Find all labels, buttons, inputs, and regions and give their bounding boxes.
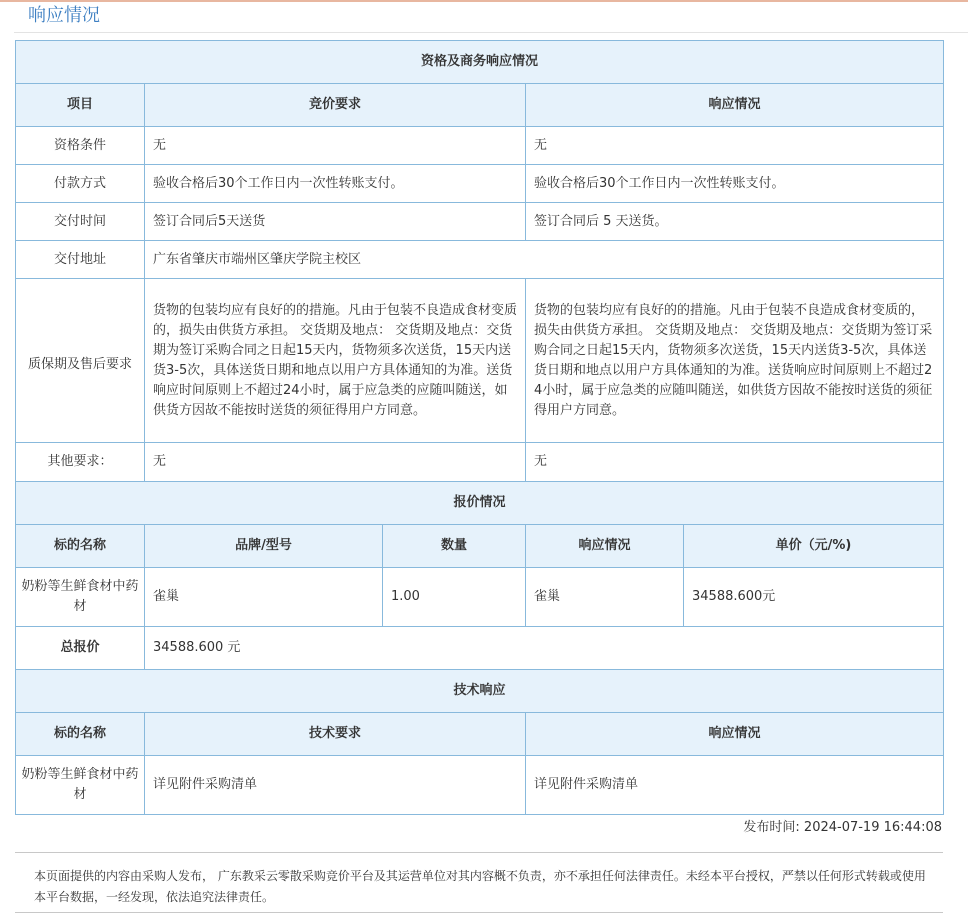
row-label: 交付时间	[16, 203, 145, 241]
response-cell: 详见附件采购清单	[526, 756, 944, 815]
top-accent-line	[0, 0, 968, 2]
requirement-cell: 签订合同后5天送货	[145, 203, 526, 241]
publish-time: 发布时间: 2024-07-19 16:44:08	[743, 820, 942, 835]
table-row	[16, 443, 944, 482]
row-label: 质保期及售后要求	[16, 279, 145, 443]
tech-requirement-cell: 详见附件采购清单	[145, 756, 526, 815]
column-header-response: 响应情况	[526, 525, 684, 568]
column-header-brand: 品牌/型号	[145, 525, 383, 568]
quantity-cell: 1.00	[383, 568, 526, 627]
table-row	[16, 279, 944, 443]
row-label: 付款方式	[16, 165, 145, 203]
response-cell: 签订合同后 5 天送货。	[526, 203, 944, 241]
footer-divider-bottom	[15, 912, 943, 913]
column-header-item: 项目	[16, 84, 145, 127]
response-cell: 验收合格后30个工作日内一次性转账支付。	[526, 165, 944, 203]
tech-band-title: 技术响应	[16, 670, 944, 713]
column-header-response: 响应情况	[526, 84, 944, 127]
response-cell: 无	[526, 443, 944, 482]
column-header-response: 响应情况	[526, 713, 944, 756]
total-label: 总报价	[16, 627, 145, 670]
table-row	[16, 756, 944, 815]
item-name-cell: 奶粉等生鲜食材中药材	[16, 568, 145, 627]
total-value: 34588.600 元	[145, 627, 944, 670]
quote-band-title: 报价情况	[16, 482, 944, 525]
column-header-name: 标的名称	[16, 713, 145, 756]
unit-price-cell: 34588.600元	[684, 568, 944, 627]
title-divider	[14, 32, 968, 33]
column-header-name: 标的名称	[16, 525, 145, 568]
table-row	[16, 203, 944, 241]
row-label: 其他要求：	[16, 443, 145, 482]
tech-table	[15, 669, 944, 815]
column-header-requirement: 竞价要求	[145, 84, 526, 127]
column-header-unit-price: 单价（元/%)	[684, 525, 944, 568]
footer-divider-top	[15, 852, 943, 853]
section-title: 响应情况	[28, 5, 100, 26]
qualification-band-title: 资格及商务响应情况	[16, 41, 944, 84]
delivery-address-cell: 广东省肇庆市端州区肇庆学院主校区	[145, 241, 944, 279]
table-row	[16, 127, 944, 165]
table-row	[16, 627, 944, 670]
table-row	[16, 241, 944, 279]
response-cell: 货物的包装均应有良好的的措施。凡由于包装不良造成食材变质的，损失由供货方承担。 交货期及地点： 交货期及地点：交货期为签订采购合同之日起15天内，货物须多次送货，15天内送货3-5次，具体送货日期和地点以用户方具体通知的为准。送货响应时间原则上不超过24小时，属于应急类的应随叫随送，如供货方因故不能按时送货的须征得用户方同意。	[526, 279, 944, 443]
brand-cell: 雀巢	[145, 568, 383, 627]
requirement-cell: 验收合格后30个工作日内一次性转账支付。	[145, 165, 526, 203]
row-label: 资格条件	[16, 127, 145, 165]
footer-notice: 本页面提供的内容由采购人发布， 广东教采云零散采购竞价平台及其运营单位对其内容概不负责，亦不承担任何法律责任。未经本平台授权，严禁以任何形式转载或使用本平台数据，一经发现，依法追究法律责任。	[34, 869, 926, 904]
quote-table	[15, 481, 944, 670]
requirement-cell: 货物的包装均应有良好的的措施。凡由于包装不良造成食材变质的，损失由供货方承担。 交货期及地点： 交货期及地点：交货期为签订采购合同之日起15天内，货物须多次送货，15天内送货3-5次，具体送货日期和地点以用户方具体通知的为准。送货响应时间原则上不超过24小时，属于应急类的应随叫随送，如供货方因故不能按时送货的须征得用户方同意。	[145, 279, 526, 443]
column-header-tech-requirement: 技术要求	[145, 713, 526, 756]
requirement-cell: 无	[145, 443, 526, 482]
column-header-quantity: 数量	[383, 525, 526, 568]
requirement-cell: 无	[145, 127, 526, 165]
table-row	[16, 165, 944, 203]
table-row	[16, 568, 944, 627]
row-label: 交付地址	[16, 241, 145, 279]
qualification-table	[15, 40, 944, 482]
item-name-cell: 奶粉等生鲜食材中药材	[16, 756, 145, 815]
response-cell: 雀巢	[526, 568, 684, 627]
response-cell: 无	[526, 127, 944, 165]
